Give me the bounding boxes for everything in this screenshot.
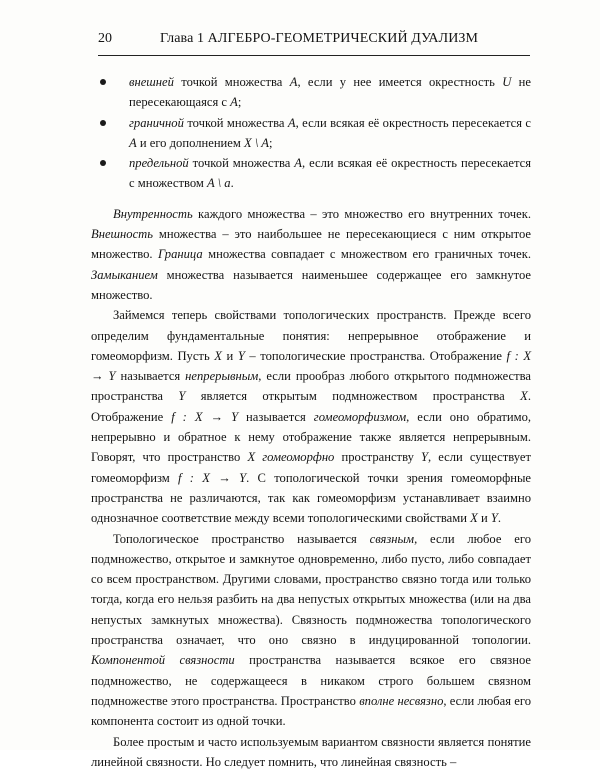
text: ; (238, 95, 242, 109)
text: Топологическое пространство называется (113, 532, 370, 546)
bullet-icon (100, 79, 106, 85)
text: точкой множества (174, 75, 290, 89)
text: множества называется наименьшее содержащее его замкнутое множество. (91, 268, 531, 302)
text: пространству (334, 450, 421, 464)
text: множества совпадает с множеством его граничных точек. (203, 247, 531, 261)
math: f : X → Y (178, 471, 246, 485)
paragraph-path-connectedness (91, 732, 531, 772)
term: связным (370, 532, 414, 546)
term: гомеоморфно (262, 450, 334, 464)
bullet-icon (100, 120, 106, 126)
text: точкой множества (184, 116, 288, 130)
paragraph-interior (91, 204, 531, 305)
bullet-icon (100, 160, 106, 166)
math: Y (491, 511, 498, 525)
term: граничной (129, 116, 184, 130)
list-item (91, 72, 531, 113)
header-rule (98, 55, 530, 56)
math: X \ A (244, 136, 269, 150)
text: , если существует гомеоморфизм (91, 450, 531, 484)
text: . Отображение (91, 389, 531, 423)
math: A (294, 156, 302, 170)
list-item (91, 153, 531, 194)
math: U (502, 75, 511, 89)
term: предельной (129, 156, 189, 170)
text: Займемся теперь свойствами топологических пространств. Прежде всего определим фундаментальные понятия: непрерывное отображение и гомеоморфизм. Пусть (91, 308, 531, 363)
math: X (470, 511, 478, 525)
text: , если любое его подмножество, открытое и замкнутое одновременно, либо пусто, либо совпадает со всем пространством. Другими словами, пространство связно тогда или только тогда, когда его нельзя разбить на два непустых открытых множества (или на два непустых замкнутых множества). Связность подмножества топологического пространства означает, что оно связно в индуцированной топологии. (91, 532, 531, 647)
paragraph-homeomorphism (91, 305, 531, 528)
text: называется (238, 410, 314, 424)
running-header (98, 29, 528, 49)
text: . (231, 176, 234, 190)
math: X (520, 389, 528, 403)
text: , если всякая её окрестность пересекается с множеством (129, 156, 531, 190)
math: X (247, 450, 255, 464)
text: Более простым и часто используемым вариантом связности является понятие линейной связности. Но следует помнить, что линейная связность – (91, 735, 531, 769)
math: A (129, 136, 137, 150)
text: , если всякая её окрестность пересекается с (296, 116, 531, 130)
page-body (91, 62, 531, 772)
math: Y (238, 349, 245, 363)
text: и (222, 349, 238, 363)
term: Замыканием (91, 268, 158, 282)
text: и (478, 511, 491, 525)
term: Внешность (91, 227, 153, 241)
math: A \ a (207, 176, 231, 190)
text: , если любая его компонента состоит из одной точки. (91, 694, 531, 728)
term: непрерывным (185, 369, 258, 383)
text: не пересекающаяся с (129, 75, 531, 109)
list-item (91, 113, 531, 154)
math: A (288, 116, 296, 130)
point-types-list (91, 72, 531, 194)
term: вполне несвязно (359, 694, 443, 708)
page-number: 20 (98, 29, 112, 49)
term: Внутренность (113, 207, 193, 221)
text: множества – это наибольшее не пересекающиеся с ним открытое множество. (91, 227, 531, 261)
text: , если у нее имеется окрестность (297, 75, 502, 89)
math: X (214, 349, 222, 363)
term: Компонентой связности (91, 653, 235, 667)
term: внешней (129, 75, 174, 89)
text: является открытым подмножеством пространства (185, 389, 520, 403)
text: . (498, 511, 501, 525)
math: A (230, 95, 238, 109)
text: называется (116, 369, 186, 383)
text: точкой множества (189, 156, 295, 170)
math: f : X → Y (91, 349, 531, 383)
text: пространства называется всякое его связное подмножество, не содержащееся в никаком строго большем связном подмножестве этого пространства. Пространство (91, 653, 531, 708)
text: и его дополнением (137, 136, 244, 150)
math: A (290, 75, 298, 89)
chapter-title: Глава 1 АЛГЕБРО-ГЕОМЕТРИЧЕСКИЙ ДУАЛИЗМ (160, 29, 478, 49)
text: – топологические пространства. Отображение (245, 349, 507, 363)
math: f : X → Y (171, 410, 238, 424)
text: , если прообраз любого открытого подмножества пространства (91, 369, 531, 403)
text: ; (269, 136, 273, 150)
math: Y (421, 450, 428, 464)
text: каждого множества – это множество его внутренних точек. (193, 207, 531, 221)
math: Y (178, 389, 185, 403)
text: , если оно обратимо, непрерывно и обратное к нему отображение также является непрерывным. Говорят, что пространство (91, 410, 531, 465)
paragraph-connectedness (91, 529, 531, 732)
term: гомеоморфизмом (314, 410, 406, 424)
text: . С топологической точки зрения гомеоморфные пространства не различаются, так как гомеоморфизм устанавливает взаимно однозначное соответствие между всеми топологическими свойствами (91, 471, 531, 526)
term: Граница (158, 247, 203, 261)
